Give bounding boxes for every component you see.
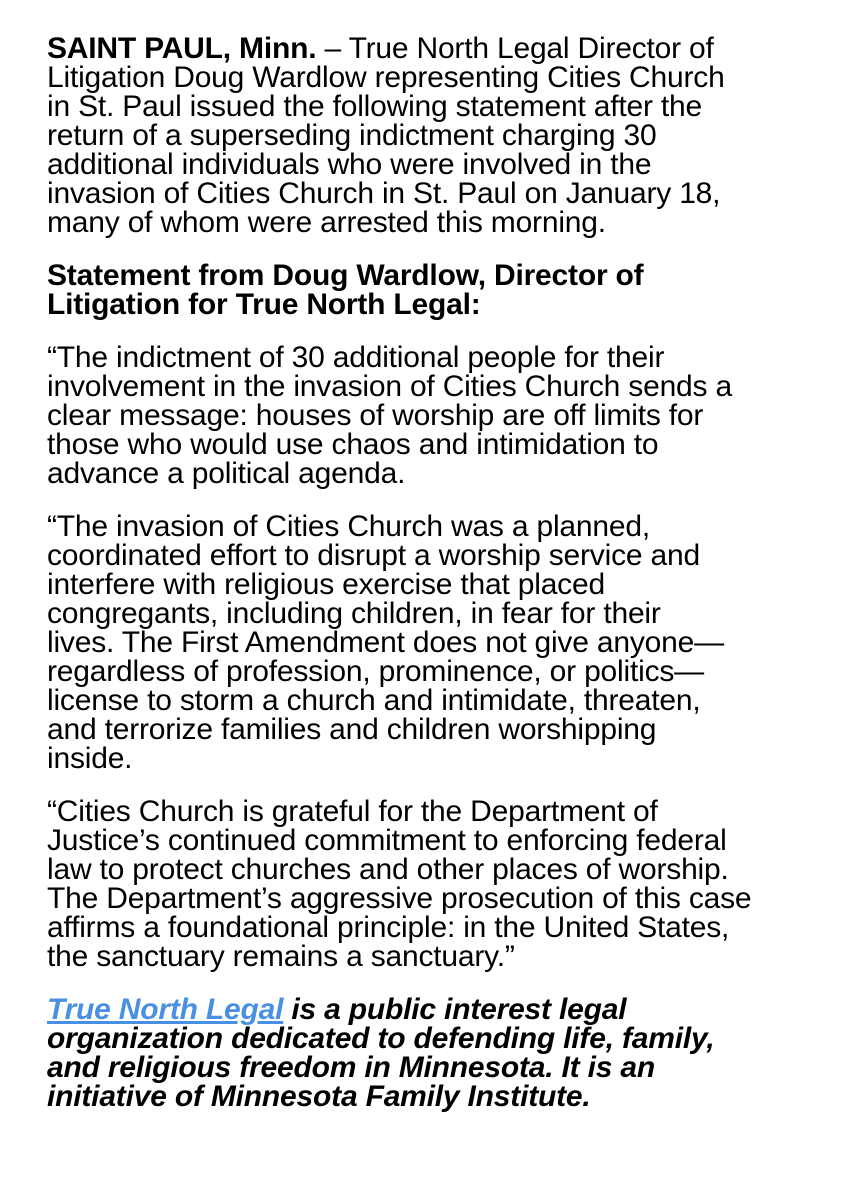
quote-line: license to storm a church and intimidate, threaten,: [47, 684, 701, 717]
intro-line: return of a superseding indictment charging 30: [47, 119, 657, 152]
blurb-line: and religious freedom in Minnesota. It is an: [47, 1051, 655, 1084]
intro-line: many of whom were arrested this morning.: [47, 206, 606, 239]
quote-line: regardless of profession, prominence, or politics—: [47, 655, 704, 688]
blurb-line: initiative of Minnesota Family Institute.: [47, 1080, 591, 1113]
quote-paragraph-1: [47, 343, 837, 488]
true-north-legal-link[interactable]: True North Legal: [47, 993, 284, 1026]
intro-line: SAINT PAUL, Minn. – True North Legal Director of: [47, 32, 714, 65]
quote-line: clear message: houses of worship are off limits for: [47, 399, 704, 432]
intro-paragraph: [47, 34, 837, 237]
quote-line: and terrorize families and children worshipping: [47, 713, 657, 746]
quote-line: involvement in the invasion of Cities Church sends a: [47, 370, 732, 403]
quote-line: law to protect churches and other places of worship.: [47, 853, 729, 886]
blurb-line: True North Legal is a public interest legal: [47, 993, 627, 1026]
quote-line: “The invasion of Cities Church was a planned,: [47, 510, 650, 543]
intro-line: additional individuals who were involved in the: [47, 148, 652, 181]
quote-line: The Department’s aggressive prosecution of this case: [47, 882, 752, 915]
quote-line: “Cities Church is grateful for the Department of: [47, 795, 658, 828]
press-release: [47, 34, 837, 1135]
intro-line: Litigation Doug Wardlow representing Cities Church: [47, 61, 725, 94]
dateline: SAINT PAUL, Minn.: [47, 32, 317, 65]
blurb-line: organization dedicated to defending life, family,: [47, 1022, 715, 1055]
quote-line: lives. The First Amendment does not give anyone—: [47, 626, 724, 659]
quote-line: those who would use chaos and intimidation to: [47, 428, 659, 461]
quote-line: advance a political agenda.: [47, 457, 406, 490]
organization-blurb: [47, 995, 837, 1111]
quote-line: “The indictment of 30 additional people for their: [47, 341, 665, 374]
intro-line: invasion of Cities Church in St. Paul on January 18,: [47, 177, 721, 210]
quote-line: Justice’s continued commitment to enforcing federal: [47, 824, 727, 857]
quote-paragraph-2: [47, 512, 837, 773]
quote-line: inside.: [47, 742, 133, 775]
quote-line: interfere with religious exercise that placed: [47, 568, 605, 601]
statement-heading: [47, 261, 837, 319]
intro-line: in St. Paul issued the following statement after the: [47, 90, 702, 123]
quote-paragraph-3: [47, 797, 837, 971]
quote-line: affirms a foundational principle: in the United States,: [47, 911, 730, 944]
heading-line: Litigation for True North Legal:: [47, 288, 481, 321]
quote-line: congregants, including children, in fear for their: [47, 597, 661, 630]
quote-line: the sanctuary remains a sanctuary.”: [47, 940, 515, 973]
quote-line: coordinated effort to disrupt a worship service and: [47, 539, 700, 572]
heading-line: Statement from Doug Wardlow, Director of: [47, 259, 644, 292]
